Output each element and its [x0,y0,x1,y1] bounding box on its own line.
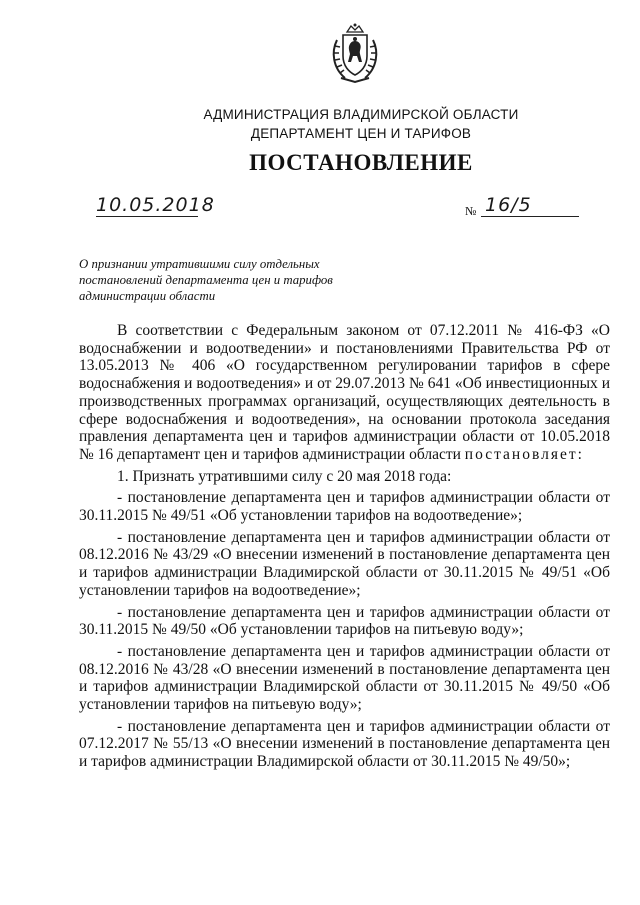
resolves-word: постановляет: [464,445,584,463]
date-underline [96,216,198,217]
number-sign: № [465,204,477,218]
clause-1: 1. Признать утратившими силу с 20 мая 2018 года: [117,467,452,485]
list-item: - постановление департамента цен и тарифов администрации области от 30.11.2015 № 49/51 «Об установлении тарифов на водоотведение»; [79,489,610,525]
document-body [79,322,610,771]
number-underline [481,216,579,217]
organization-name: АДМИНИСТРАЦИЯ ВЛАДИМИРСКОЙ ОБЛАСТИ [203,107,519,122]
department-name: ДЕПАРТАМЕНТ ЦЕН И ТАРИФОВ [250,126,472,141]
list-item: - постановление департамента цен и тарифов администрации области от 07.12.2017 № 55/13 «О внесении изменений в постановление департамента цен и тарифов администрации Владимирской области от 30.11.2015 № 49/50»; [79,717,610,771]
list-item: - постановление департамента цен и тарифов администрации области от 30.11.2015 № 49/50 «Об установлении тарифов на питьевую воду»; [79,603,610,639]
list-item: - постановление департамента цен и тарифов администрации области от 08.12.2016 № 43/28 «О внесении изменений в постановление департамента цен и тарифов администрации Владимирской области от 30.11.2015 № 49/50 «Об установлении тарифов на питьевую воду»; [79,642,610,714]
preamble-text: В соответствии с Федеральным законом от 07.12.2011 № 416-ФЗ «О водоснабжении и водоотведении» и постановлениями Правительства РФ от 13.05.2013 № 406 «О государственном регулировании тарифов в сфере водоснабжения и водоотведения» и от 29.07.2013 № 641 «Об инвестиционных и производственных программах организаций, осуществляющих деятельность в сфере водоснабжения и водоотведения», на основании протокола заседания правления департамента цен и тарифов администрации области от 10.05.2018 № 16 департамент цен и тарифов администрации области [79,322,610,463]
list-item: - постановление департамента цен и тарифов администрации области от 08.12.2016 № 43/29 «О внесении изменений в постановление департамента цен и тарифов администрации Владимирской области от 30.11.2015 № 49/51 «Об установлении тарифов на водоотведение»; [79,528,610,599]
number-value: 16/5 [485,194,532,216]
preamble-paragraph [79,322,610,464]
coat-of-arms-icon [327,22,383,86]
coat-of-arms-emblem [327,22,383,86]
document-date [96,194,215,216]
date-value: 10.05.2018 [96,194,215,216]
document-type-title: ПОСТАНОВЛЕНИЕ [249,150,473,175]
document-number [465,194,580,220]
document-subject: О признании утратившими силу отдельных постановлений департамента цен и тарифов администрации области [79,257,333,303]
